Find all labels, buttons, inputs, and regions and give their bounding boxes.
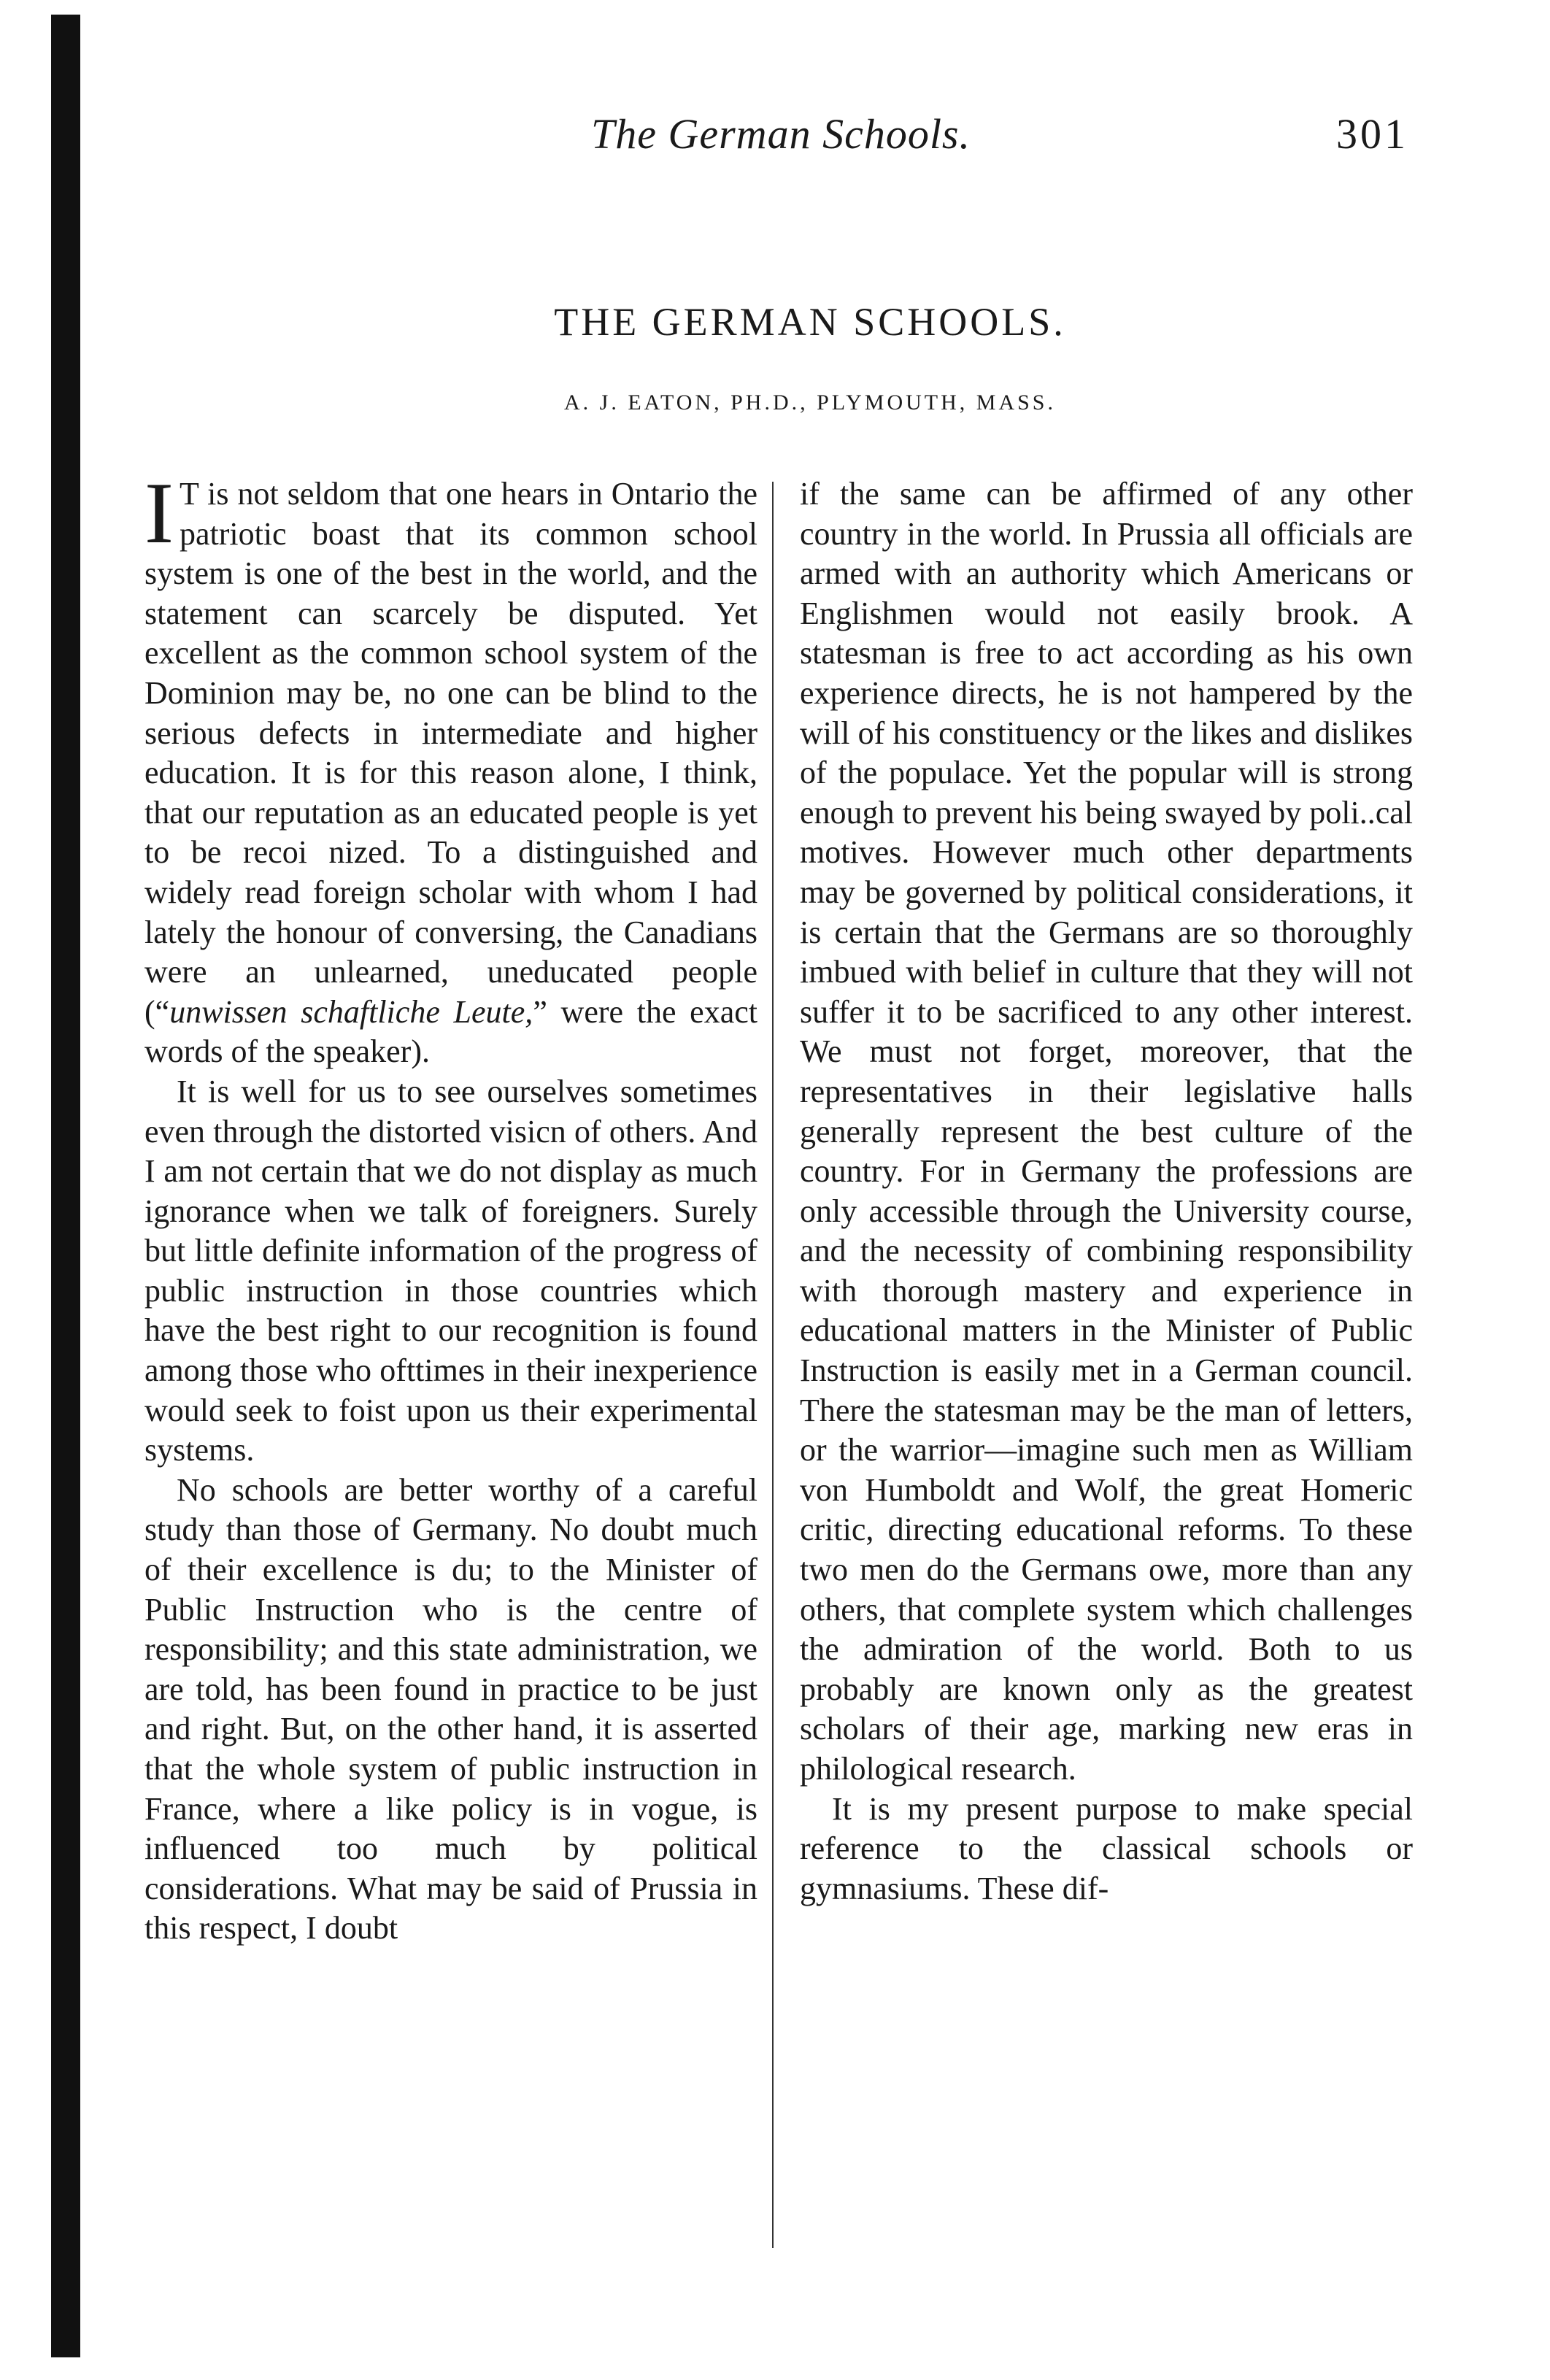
page-number: 301	[1336, 110, 1408, 158]
left-column	[144, 464, 757, 1949]
author-byline: A. J. EATON, PH.D., PLYMOUTH, MASS.	[563, 390, 1056, 415]
running-title: The German Schools.	[590, 110, 971, 158]
paragraph-1-text-b: ” were the exact words of the speaker).	[144, 993, 757, 1070]
running-head	[146, 109, 1474, 168]
paragraph-1-text-a: T is not seldom that one hears in Ontario the patriotic boast that its common school system is one of the best in the world, and the statement can scarcely be disputed. Yet excellent as the common school system of the Dominion may be, no one can be blind to the serious defects in intermediate and higher education. It is for this reason alone, I think, that our reputation as an educated people is yet to be recoi nized. To a distinguished and widely read foreign scholar with whom I had lately the honour of conversing, the Canadians were an unlearned, uneducated people (“	[144, 476, 757, 1030]
drop-cap: I	[144, 464, 174, 561]
paragraph-2: It is well for us to see ourselves sometimes even through the distorted visicn of others. And I am not certain that we do not display as much ignorance when we talk of foreigners. Surely but little definite information of the progress of public instruction in those countries which have the best right to our recognition is found among those who ofttimes in their inexperience would seek to foist upon us their experimental systems.	[144, 1073, 757, 1468]
page-edge-shadow	[51, 15, 80, 2357]
paragraph-4: It is my present purpose to make special reference to the classical schools or gymnasiums. These dif-	[800, 1790, 1413, 1906]
column-divider	[772, 482, 774, 2248]
article-title: THE GERMAN SCHOOLS.	[554, 300, 1066, 344]
right-column	[800, 474, 1413, 1909]
paragraph-1	[144, 464, 757, 1072]
paragraph-3-continued: if the same can be affirmed of any other country in the world. In Prussia all officials are armed with an authority which Americans or Englishmen would not easily brook. A statesman is free to act according as his own experience directs, he is not hampered by the will of his constituency or the likes and dislikes of the populace. Yet the popular will is strong enough to prevent his being swayed by poli..cal motives. However much other departments may be governed by political considerations, it is certain that the Germans are so thoroughly imbued with belief in culture that they will not suffer it to be sacrificed to any other interest. We must not forget, moreover, that the representatives in their legislative halls generally represent the best culture of the country. For in Germany the professions are only accessible through the University course, and the necessity of combining responsibility with thorough mastery and experience in educational matters in the Minister of Public Instruction is easily met in a German council. There the statesman may be the man of letters, or the warrior—imagine such men as William von Humboldt and Wolf, the great Homeric critic, directing educational reforms. To these two men do the Germans owe, more than any others, that complete system which challenges the admiration of the world. Both to us probably are known only as the greatest scholars of their age, marking new eras in philological research.	[800, 476, 1413, 1787]
german-quote: unwissen schaftliche Leute,	[169, 993, 533, 1030]
paragraph-3: No schools are better worthy of a careful study than those of Germany. No doubt much of their excellence is du; to the Minister of Public Instruction who is the centre of responsibility; and this state administration, we are told, has been found in practice to be just and right. But, on the other hand, it is asserted that the whole system of public instruction in France, where a like policy is in vogue, is influenced too much by political considerations. What may be said of Prussia in this respect, I doubt	[144, 1471, 757, 1946]
